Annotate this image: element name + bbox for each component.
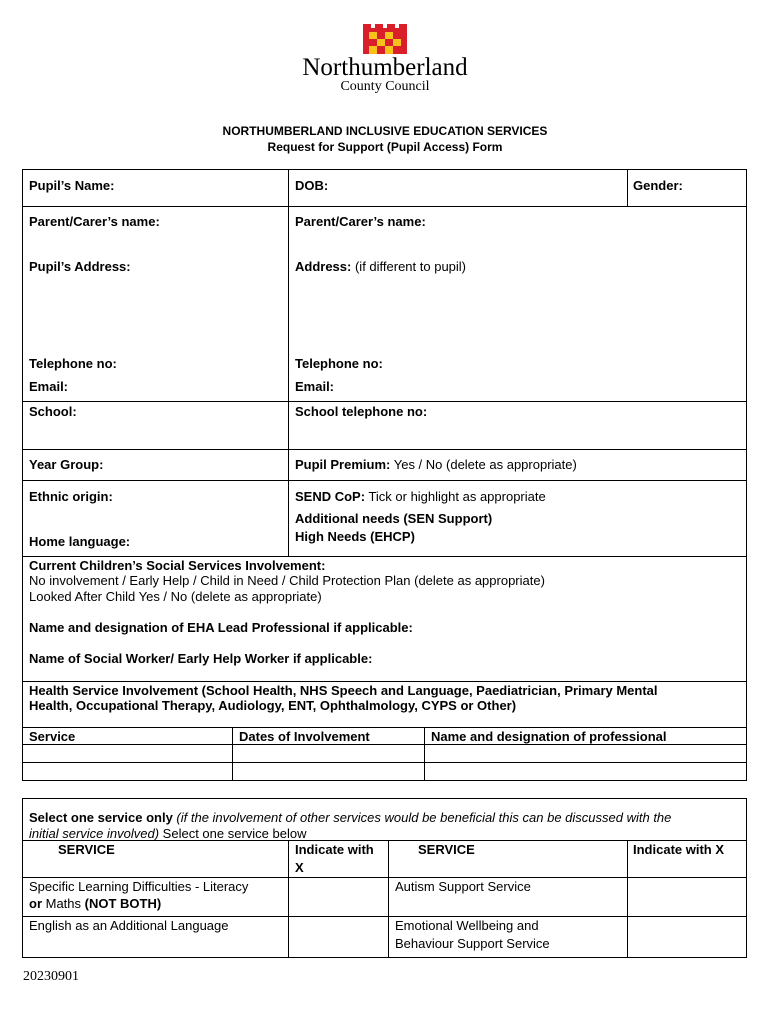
health-col-professional: Name and designation of professional	[431, 729, 667, 744]
select-service-instruction-2: initial service involved) Select one service below	[29, 826, 307, 841]
looked-after-child-options[interactable]: Looked After Child Yes / No (delete as appropriate)	[29, 589, 322, 604]
form-version-code: 20230901	[23, 969, 79, 984]
indicate-col-header-1: Indicate with	[295, 842, 374, 857]
indicate-col-header-2: Indicate with X	[633, 842, 725, 857]
alt-address-field[interactable]: Address: (if different to pupil)	[295, 259, 467, 274]
dob-field[interactable]: DOB:	[295, 178, 329, 193]
home-language-field[interactable]: Home language:	[29, 534, 131, 549]
school-field[interactable]: School:	[29, 404, 77, 419]
indicate-col-header-1b: X	[295, 860, 304, 875]
crest-icon	[363, 24, 407, 54]
eha-lead-field[interactable]: Name and designation of EHA Lead Professional if applicable:	[29, 620, 413, 635]
service-literacy-maths: Specific Learning Difficulties - Literacy	[29, 879, 249, 894]
year-group-field[interactable]: Year Group:	[29, 457, 104, 472]
social-services-heading: Current Children’s Social Services Involvement:	[29, 558, 326, 573]
parent-name-field-2[interactable]: Parent/Carer’s name:	[295, 214, 426, 229]
send-option-high[interactable]: High Needs (EHCP)	[295, 529, 415, 544]
pupil-address-field[interactable]: Pupil’s Address:	[29, 259, 131, 274]
form-title: NORTHUMBERLAND INCLUSIVE EDUCATION SERVICES	[222, 124, 548, 138]
send-cop-label: SEND CoP: Tick or highlight as appropriate	[295, 489, 546, 504]
indicate-cell-literacy[interactable]	[289, 878, 387, 915]
parent-name-field-1[interactable]: Parent/Carer’s name:	[29, 214, 160, 229]
social-services-options[interactable]: No involvement / Early Help / Child in Need / Child Protection Plan (delete as appropriate)	[29, 573, 545, 588]
telephone-field-2[interactable]: Telephone no:	[295, 356, 383, 371]
service-autism: Autism Support Service	[395, 879, 531, 894]
logo-subtitle: County Council	[340, 79, 430, 94]
indicate-cell-eal[interactable]	[289, 917, 387, 957]
email-field-1[interactable]: Email:	[29, 379, 69, 394]
send-option-additional[interactable]: Additional needs (SEN Support)	[295, 511, 493, 526]
indicate-cell-wellbeing[interactable]	[628, 917, 746, 957]
service-wellbeing: Emotional Wellbeing and	[395, 918, 539, 933]
telephone-field-1[interactable]: Telephone no:	[29, 356, 117, 371]
health-col-dates: Dates of Involvement	[239, 729, 370, 744]
service-col-header-2: SERVICE	[418, 842, 475, 857]
form-subtitle: Request for Support (Pupil Access) Form	[267, 140, 503, 154]
social-worker-field[interactable]: Name of Social Worker/ Early Help Worker if applicable:	[29, 651, 373, 666]
pupil-premium-field[interactable]: Pupil Premium: Yes / No (delete as appropriate)	[295, 457, 577, 472]
school-telephone-field[interactable]: School telephone no:	[295, 404, 428, 419]
health-heading-line2: Health, Occupational Therapy, Audiology, ENT, Ophthalmology, CYPS or Other)	[29, 698, 517, 713]
pupil-name-field[interactable]: Pupil’s Name:	[29, 178, 115, 193]
logo-name: Northumberland	[302, 54, 468, 81]
gender-field[interactable]: Gender:	[633, 178, 683, 193]
indicate-cell-autism[interactable]	[628, 878, 746, 915]
service-literacy-maths-2: or Maths (NOT BOTH)	[29, 896, 162, 911]
health-heading-line1: Health Service Involvement (School Health, NHS Speech and Language, Paediatrician, Primary Mental	[29, 683, 658, 698]
contact-block	[22, 206, 747, 402]
select-service-instruction: Select one service only (if the involvement of other services would be beneficial this can be discussed with the	[29, 810, 672, 825]
service-eal: English as an Additional Language	[29, 918, 229, 933]
council-logo	[285, 24, 485, 96]
service-wellbeing-2: Behaviour Support Service	[395, 936, 550, 951]
service-col-header-1: SERVICE	[58, 842, 115, 857]
email-field-2[interactable]: Email:	[295, 379, 335, 394]
health-col-service: Service	[29, 729, 76, 744]
ethnic-origin-field[interactable]: Ethnic origin:	[29, 489, 113, 504]
